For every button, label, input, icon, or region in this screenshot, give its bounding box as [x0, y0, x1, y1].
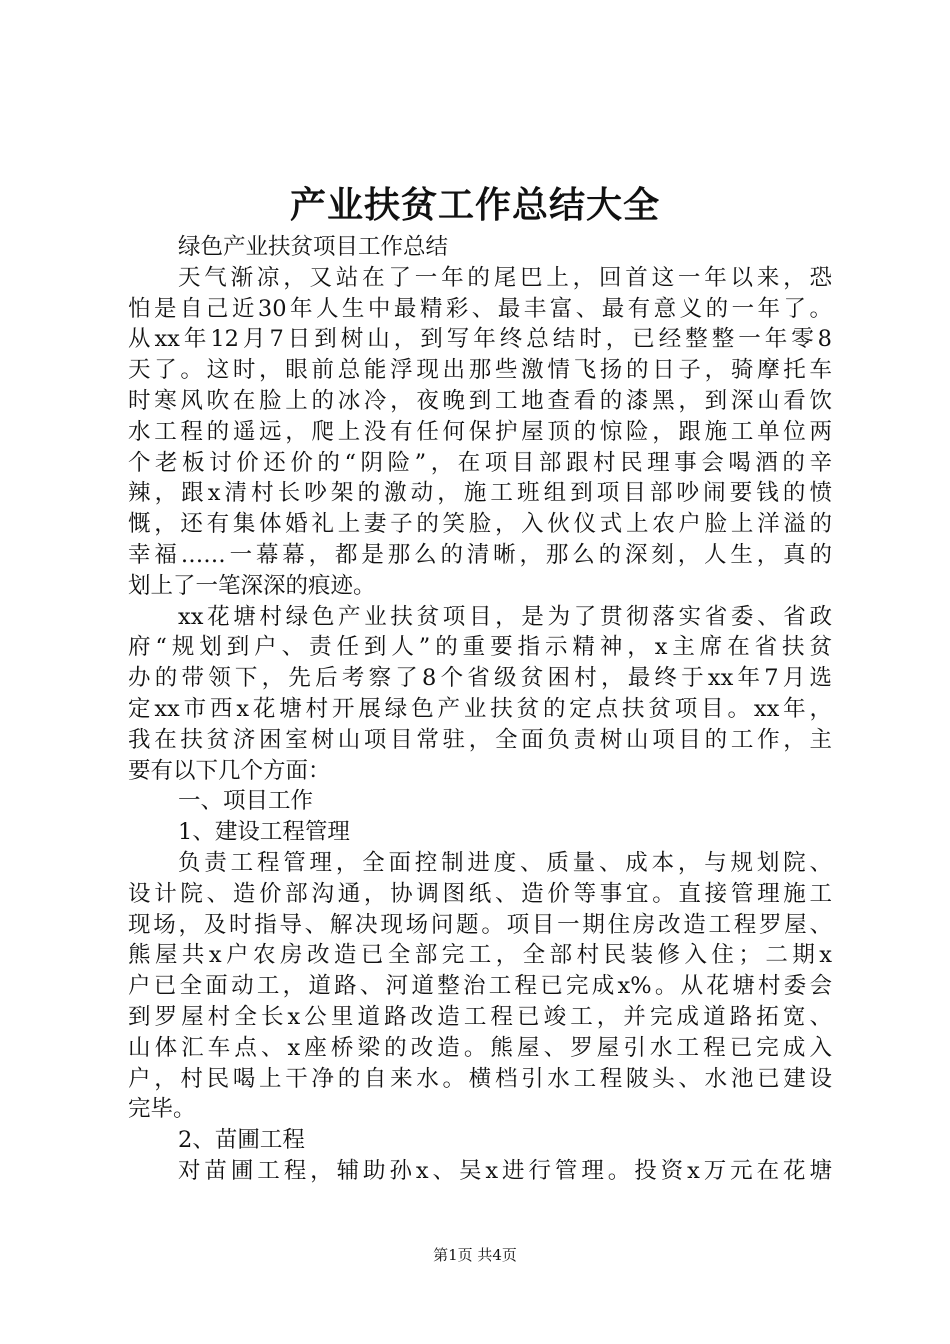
text-line: 负责工程管理，全面控制进度、质量、成本，与规划院、 [178, 849, 832, 876]
document-title: 产业扶贫工作总结大全 [289, 185, 660, 226]
text-line: 完毕。 [128, 1096, 196, 1123]
text-line: 定xx市西x花塘村开展绿色产业扶贫的定点扶贫项目。xx年， [128, 695, 832, 722]
text-line: 划上了一笔深深的痕迹。 [128, 572, 376, 599]
text-line: 水工程的遥远，爬上没有任何保护屋顶的惊险，跟施工单位两 [128, 418, 832, 445]
text-line: 户已全面动工，道路、河道整治工程已完成x%。从花塘村委会 [128, 973, 832, 1000]
text-line: 个老板讨价还价的“阴险”，在项目部跟村民理事会喝酒的辛 [128, 449, 832, 476]
text-line: 辣，跟x清村长吵架的激动，施工班组到项目部吵闹要钱的愤 [128, 480, 832, 507]
document-body [128, 232, 832, 1187]
text-line: 慨，还有集体婚礼上妻子的笑脸，入伙仪式上农户脸上洋溢的 [128, 511, 832, 538]
page-number-footer: 第1页 共4页 [433, 1246, 517, 1264]
text-line: 我在扶贫济困室树山项目常驻，全面负责树山项目的工作，主 [128, 726, 832, 753]
text-line: 天气渐凉，又站在了一年的尾巴上，回首这一年以来，恐 [178, 264, 832, 291]
text-line: 到罗屋村全长x公里道路改造工程已竣工，并完成道路拓宽、 [128, 1003, 832, 1030]
text-line: 从xx年12月7日到树山，到写年终总结时，已经整整一年零8 [128, 326, 832, 353]
text-line: 天了。这时，眼前总能浮现出那些激情飞扬的日子，骑摩托车 [128, 357, 832, 384]
text-line: 2、苗圃工程 [178, 1127, 305, 1154]
text-line: 绿色产业扶贫项目工作总结 [178, 234, 449, 260]
text-line: 幸福……一幕幕，都是那么的清晰，那么的深刻，人生，真的 [128, 541, 832, 568]
text-line: 要有以下几个方面： [128, 757, 331, 784]
text-line: 现场，及时指导、解决现场问题。项目一期住房改造工程罗屋、 [128, 911, 832, 938]
text-line: 山体汇车点、x座桥梁的改造。熊屋、罗屋引水工程已完成入 [128, 1034, 832, 1061]
text-line: 熊屋共x户农房改造已全部完工，全部村民装修入住；二期x [128, 942, 832, 969]
text-line: 时寒风吹在脸上的冰冷，夜晚到工地查看的漆黑，到深山看饮 [128, 387, 832, 414]
text-line: 怕是自己近30年人生中最精彩、最丰富、最有意义的一年了。 [128, 295, 832, 322]
text-line: 府“规划到户、责任到人”的重要指示精神，x主席在省扶贫 [128, 634, 832, 661]
text-line: 一、项目工作 [178, 788, 314, 815]
text-line: 设计院、造价部沟通，协调图纸、造价等事宜。直接管理施工 [128, 880, 832, 907]
text-line: 办的带领下，先后考察了8个省级贫困村，最终于xx年7月选 [128, 665, 832, 692]
text-line: xx花塘村绿色产业扶贫项目，是为了贯彻落实省委、省政 [178, 603, 832, 630]
text-line: 对苗圃工程，辅助孙x、吴x进行管理。投资x万元在花塘 [178, 1157, 832, 1184]
text-line: 户，村民喝上干净的自来水。横档引水工程陂头、水池已建设 [128, 1065, 832, 1092]
text-line: 1、建设工程管理 [178, 819, 350, 846]
